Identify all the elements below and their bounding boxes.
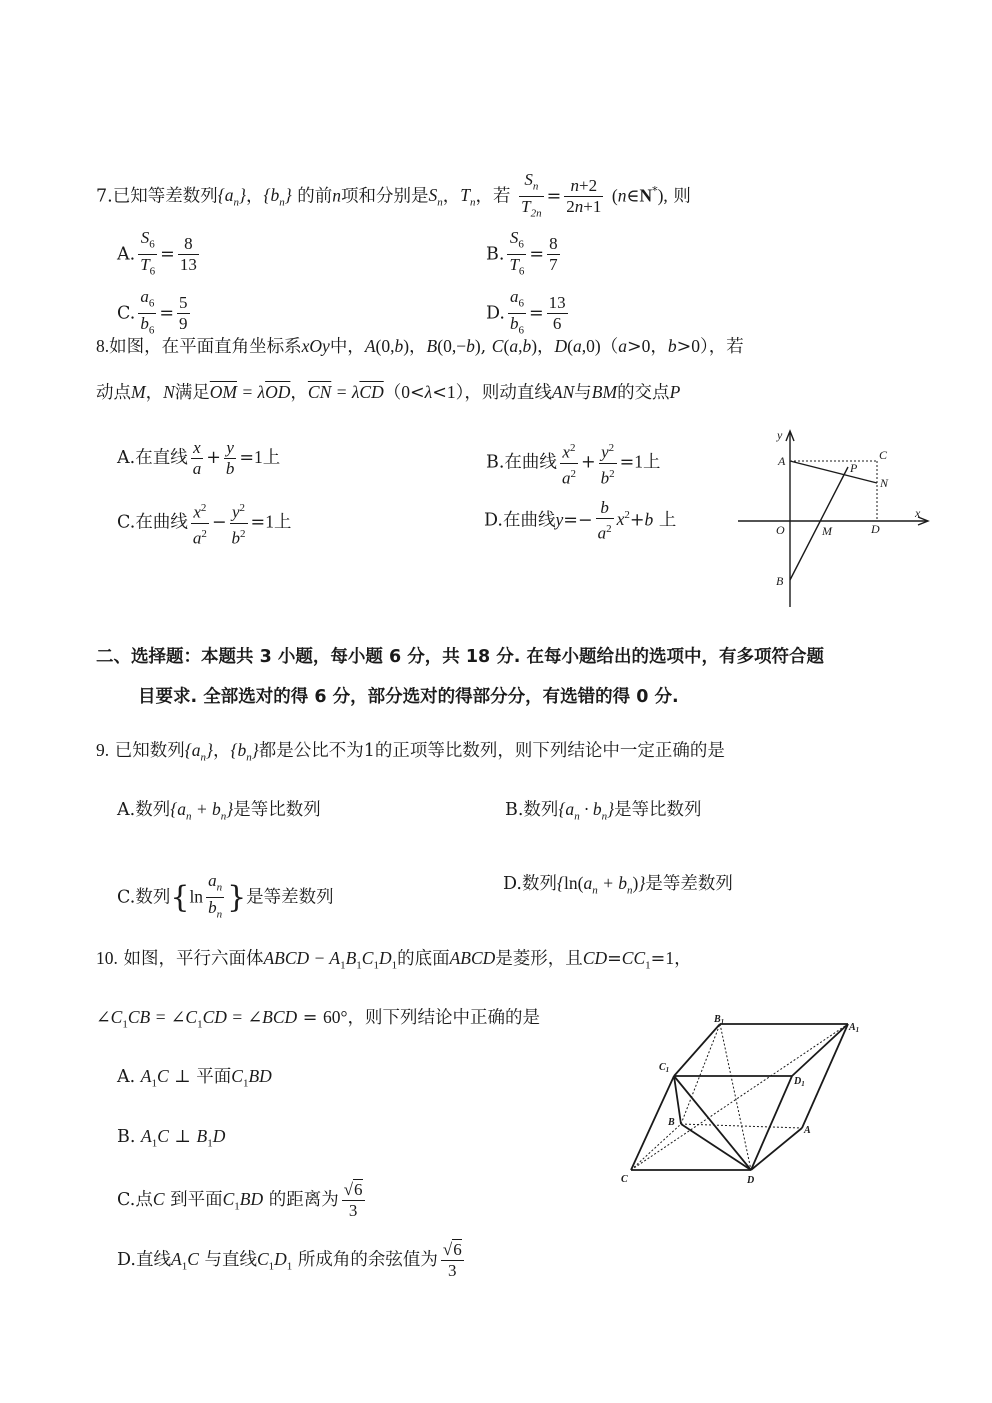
hidden-B1D (720, 1024, 751, 1170)
label-C: C (879, 448, 888, 462)
svg-text:A: A (804, 1125, 811, 1136)
q10-parallelepiped-figure (615, 1012, 865, 1190)
q7-option-c[interactable]: C. $\frac{a_6}{b_6}$ = $\frac{5}{9}$ (117, 287, 188, 337)
q10-option-a[interactable]: A. $A_1C$ ⊥ 平面$C_1BD$ (117, 1066, 272, 1090)
q8-stem-line1: 8.如图，在平面直角坐标系xOy中，A(0,b)，B(0,−b), C(a,b)，D(a,0)（a>0，b>0），若 (96, 336, 744, 357)
label-A: A (778, 454, 786, 468)
section2-heading-line1: 二、选择题：本题共 3 小题，每小题 6 分，共 18 分. 在每小题给出的选项中，有多项符合题 (96, 647, 824, 667)
q10-option-c[interactable]: C.点C 到平面$C_1BD$ 的距离为 $\frac{√6}{3}$ (117, 1180, 363, 1220)
q10-option-d[interactable]: D.直线$A_1C$ 与直线$C_1D_1$ 所成角的余弦值为 $\frac{√6}{3}$ (117, 1240, 462, 1280)
label-y: y (777, 428, 783, 442)
edge-DA (751, 1128, 802, 1170)
q8-option-b[interactable]: B.在曲线 $\frac{x^2}{a^2}$ + $\frac{y^2}{b^2}$ =1上 (486, 438, 661, 488)
line-AN (790, 461, 877, 483)
svg-text:A1: $A_1$ (849, 1022, 860, 1034)
hidden-CB (631, 1124, 681, 1170)
label-B: B (776, 574, 784, 588)
edge-C1B1 (674, 1024, 720, 1076)
q9-option-d[interactable]: D.数列$\{\ln(a_n + b_n)\}$是等差数列 (503, 873, 733, 897)
q10-option-b[interactable]: B. $A_1C$ ⊥ $B_1D$ (117, 1126, 226, 1150)
q8-stem-line2: 动点M，N满足$\overline{OM} = \lambda\overline{OD}$，$\overline{CN} = \lambda\overline{CD}(0<\lambda<1)$，则动直线AN与BM的交点P (96, 382, 681, 403)
q9-stem: 9. 已知数列$\{a_n\}$，$\{b_n\}$都是公比不为1的正项等比数列，则下列结论中一定正确的是 (96, 740, 725, 764)
q10-stem-line1: 10. 如图，平行六面体ABCD − $A_1B_1C_1D_1$的底面ABCD是菱形，且$CD=CC_1=1$， (96, 948, 692, 972)
diag-BD (681, 1124, 751, 1170)
label-M: M (822, 524, 832, 538)
q10-stem-line2: $\angle C_1CB$ = $\angle C_1CD$ = ∠BCD = 60°，则下列结论中正确的是 (96, 1007, 540, 1031)
q8-coordinate-figure (735, 425, 935, 610)
svg-text:C1: $C_1$ (659, 1062, 670, 1074)
label-O: O (776, 523, 785, 537)
diag-C1D (674, 1076, 751, 1170)
svg-text:B: B (668, 1117, 675, 1128)
edge-DD1 (751, 1076, 792, 1170)
q9-option-c[interactable]: C.数列{ln $\frac{a_n}{b_n}$ }是等差数列 (117, 871, 334, 921)
svg-text:D: D (747, 1175, 755, 1186)
q8-option-a[interactable]: A.在直线 $\frac{x}{a}$ + $\frac{y}{b}$ =1上 (117, 438, 281, 478)
q8-option-c[interactable]: C.在曲线 $\frac{x^2}{a^2}$ − $\frac{y^2}{b^2}$ =1上 (117, 498, 291, 548)
label-N: N (880, 476, 889, 490)
q7-option-a[interactable]: A. $\frac{S_6}{T_6}$ = $\frac{8}{13}$ (117, 228, 197, 278)
q9-option-a[interactable]: A.数列$\{a_n + b_n\}$是等比数列 (117, 799, 321, 823)
section2-heading-line2: 目要求. 全部选对的得 6 分，部分选对的得部分分，有选错的得 0 分. (138, 687, 679, 707)
svg-text:C: C (621, 1174, 628, 1185)
label-D: D (871, 522, 880, 536)
q7-stem: 7.已知等差数列$\{a_n\}$，$\{b_n\}$ 的前n项和分别是$S_n$，$T_n$，若 $\frac{S_n}{T_{2n}}$ = $\frac{n+2}{2n+1}$ (n∈N*), 则 (96, 170, 691, 224)
edge-D1A1 (792, 1024, 848, 1076)
line-BM (790, 467, 848, 580)
q7-option-b[interactable]: B. $\frac{S_6}{T_6}$ = $\frac{8}{7}$ (486, 228, 558, 278)
label-x: x (915, 506, 921, 520)
svg-text:B1: $B_1$ (714, 1014, 725, 1026)
q7-ratio: $\frac{S_n}{T_{2n}}$ (521, 170, 542, 220)
q9-option-b[interactable]: B.数列$\{a_n \cdot b_n\}$是等比数列 (505, 799, 702, 823)
q8-option-d[interactable]: D.在曲线y=− $\frac{b}{a^2}$ $x^2+b$ 上 (484, 498, 677, 543)
q7-option-d[interactable]: D. $\frac{a_6}{b_6}$ = $\frac{13}{6}$ (486, 287, 566, 337)
label-P: P (850, 461, 858, 475)
svg-text:D1: $D_1$ (794, 1076, 805, 1088)
